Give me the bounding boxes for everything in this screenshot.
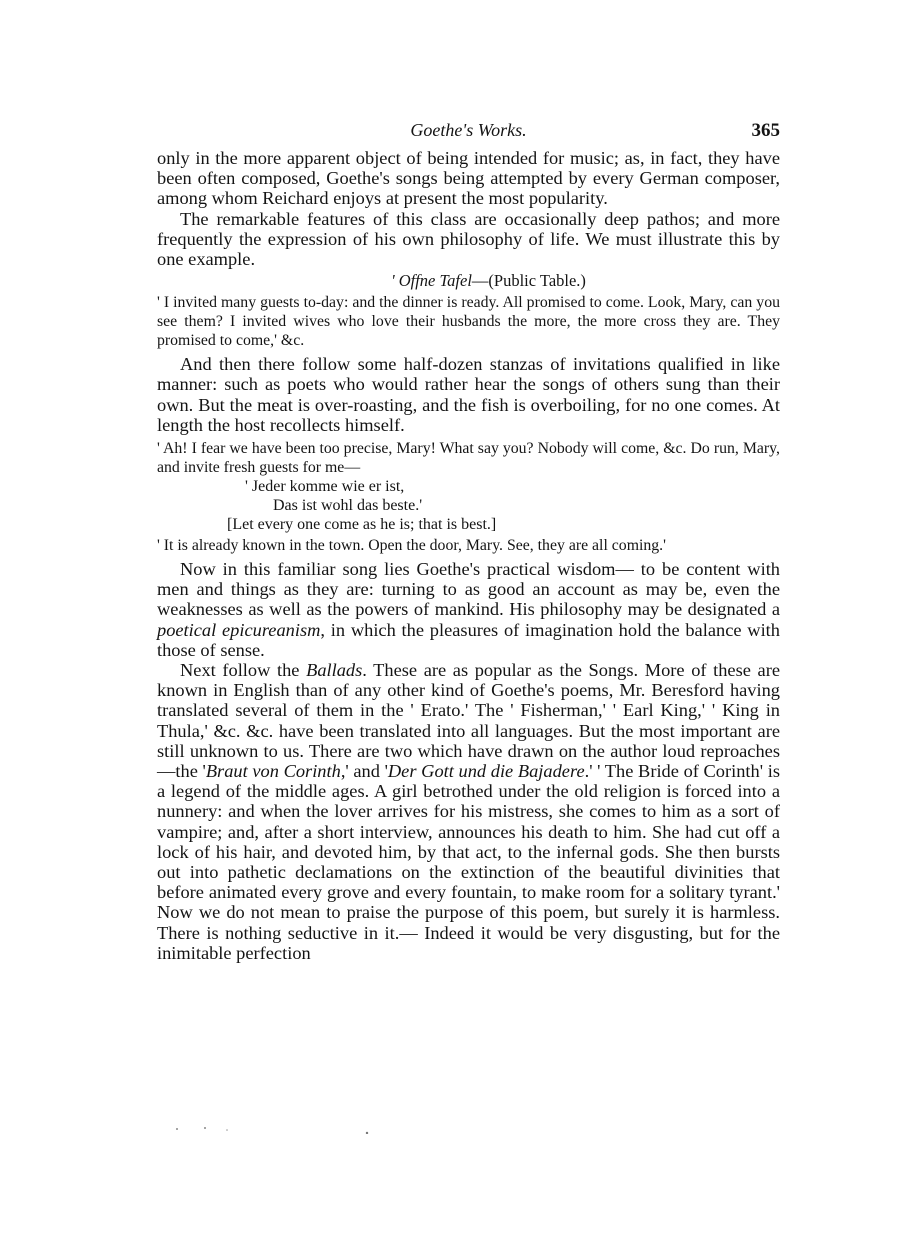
verse-line: ' Jeder komme wie er ist,: [245, 478, 405, 496]
paragraph: [157, 660, 780, 963]
running-title: Goethe's Works.: [410, 120, 527, 140]
ink-speck: [204, 1127, 206, 1129]
text-run: ,' and ': [340, 761, 388, 782]
running-header: [157, 116, 780, 146]
verse-translation: [Let every one come as he is; that is best.]: [227, 516, 497, 534]
paragraph: And then there follow some half-dozen stanzas of invitations qualified in like manner: such as poets who would rather hear the songs of others sung than their own. But the meat is over-roasting, and the fish is overboiling, for no one comes. At length the host recollects himself.: [157, 354, 780, 435]
poem-title-german: ' Offne Tafel: [391, 271, 472, 291]
text-run: Now in this familiar song lies Goethe's practical wisdom— to be content with men and things as they are: turning to as good an account as may be, even the weaknesses as well as the powers of mankind. His philosophy may be designated a: [157, 559, 780, 620]
emphasis: Der Gott und die Bajadere: [387, 761, 585, 782]
paragraph: [157, 559, 780, 660]
text-run: , in which the pleasures of imagination hold the balance with those of sense.: [157, 619, 780, 660]
text-run: .' ' The Bride of Corinth' is a legend of the middle ages. A girl betrothed under the old religion is forced into a nunnery: and when the lover arrives for his mistress, she comes to him as a sort of vampire; and, after a short interview, announces his death to him. She had cut off a lock of his hair, and devoted him, by that act, to the infernal gods. She then bursts out into pathetic declamations on the extinction of the beautiful divinities that before animated every grove and every fountain, to make room for a solitary tyrant.' Now we do not mean to praise the purpose of this poem, but surely it is harmless. There is nothing seductive in it.— Indeed it would be very disgusting, but for the inimitable perfection: [157, 761, 780, 963]
print-smudge: [157, 1124, 780, 1134]
text-run: Next follow the: [180, 660, 307, 681]
poem-title: [157, 270, 780, 292]
paragraph: The remarkable features of this class are occasionally deep pathos; and more frequently the expression of his own philosophy of life. We must illustrate this by one example.: [157, 208, 780, 270]
quotation: ' I invited many guests to-day: and the dinner is ready. All promised to come. Look, Mary, can you see them? I invited wives who love their husbands the more, the more cross they are. They promised to come,' &c.: [157, 294, 780, 350]
ink-speck: [366, 1132, 368, 1134]
page-body: [157, 148, 780, 963]
emphasis: poetical epicureanism: [157, 619, 321, 640]
quotation: ' It is already known in the town. Open the door, Mary. See, they are all coming.': [157, 537, 666, 555]
page-number: 365: [751, 120, 780, 141]
quotation: ' Ah! I fear we have been too precise, Mary! What say you? Nobody will come, &c. Do run, Mary, and invite fresh guests for me—: [157, 440, 780, 477]
poem-title-english: —(Public Table.): [471, 271, 586, 291]
emphasis: Braut von Corinth: [205, 761, 341, 782]
ink-speck: [226, 1129, 228, 1131]
text-run: . These are as popular as the Songs. More of these are known in English than of any other kind of Goethe's poems, Mr. Beresford having translated several of them in the ' Erato.' The ' Fisherman,' ' Earl King,' ' King in Thula,' &c. &c. have been translated into all languages. But the most important are still unknown to us. There are two which have drawn on the author loud reproaches—the ': [157, 660, 780, 782]
ink-speck: [176, 1128, 178, 1130]
paragraph: only in the more apparent object of being intended for music; as, in fact, they have been often composed, Goethe's songs being attempted by every German composer, among whom Reichard enjoys at present the most popularity.: [157, 148, 780, 209]
emphasis: Ballads: [306, 660, 363, 681]
verse-line: Das ist wohl das beste.': [273, 497, 423, 515]
